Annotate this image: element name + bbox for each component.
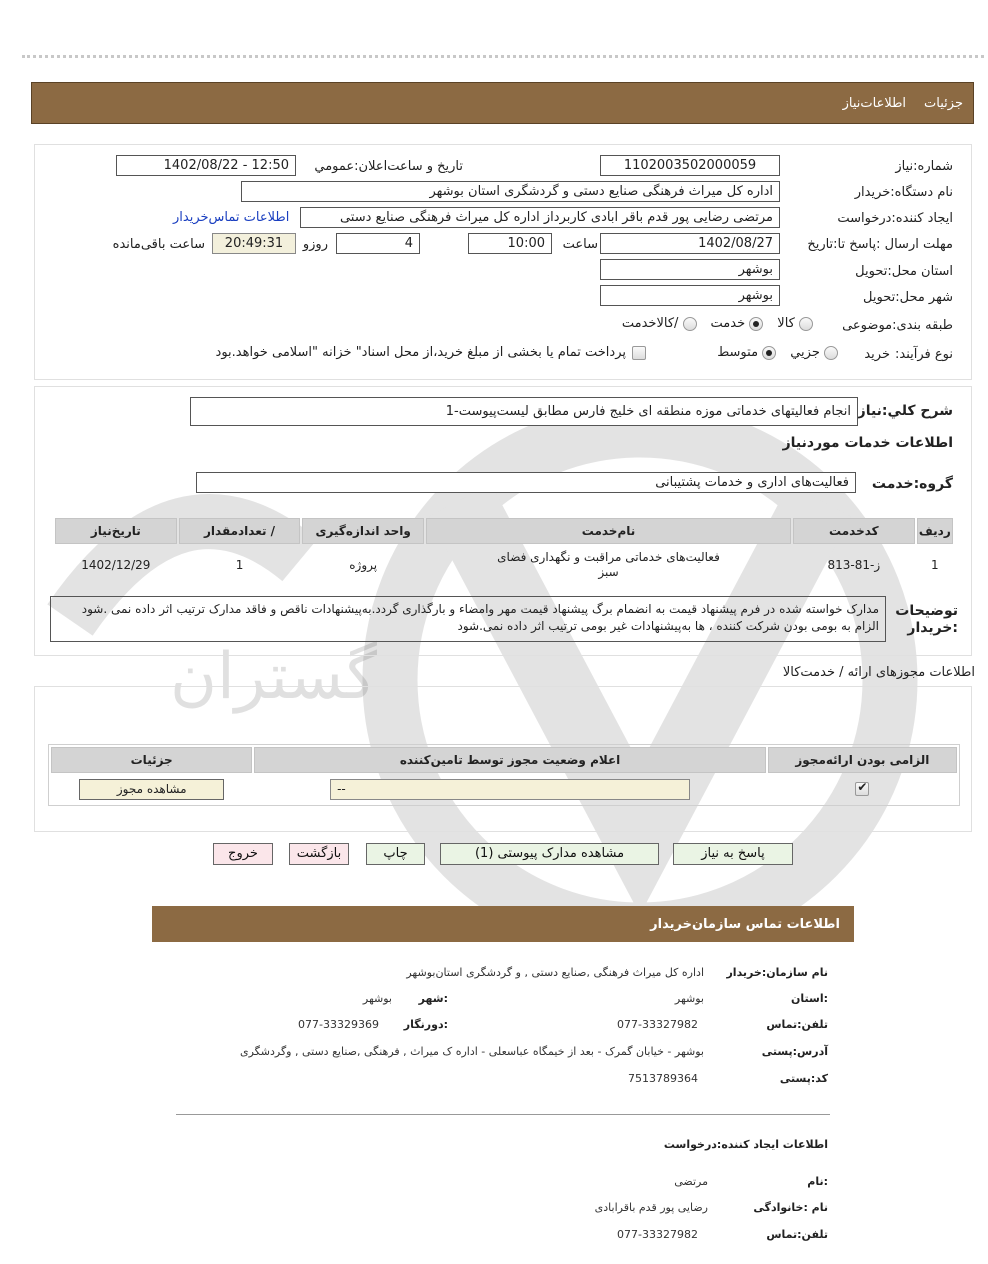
process-buy: خرید xyxy=(864,347,890,362)
name-label: :نام xyxy=(807,1175,828,1188)
attachments-button[interactable]: مشاهده مدارک پیوستی (1) xyxy=(440,843,659,865)
col-permit-details: جزئیات xyxy=(51,747,252,773)
permits-table-header xyxy=(51,747,957,773)
city-label-c: :شهر xyxy=(418,992,448,1005)
deadline-time-label: ساعت xyxy=(562,237,598,252)
row-index: 1 xyxy=(931,558,939,572)
row-date: 1402/12/29 xyxy=(81,558,151,572)
category-option-goods[interactable]: کالا xyxy=(777,316,813,331)
org-label: نام سازمان:خریدار xyxy=(726,966,828,979)
services-table-header xyxy=(55,518,953,544)
radio-icon[interactable] xyxy=(824,346,838,360)
days-label: روزو xyxy=(302,237,328,252)
phone-value: 077-33327982 xyxy=(617,1018,698,1031)
province-label: استان محل:تحویل xyxy=(855,264,953,279)
group-label: گروه:خدمت xyxy=(871,476,953,492)
buyer-contact-link[interactable]: اطلاعات تماس‌خریدار xyxy=(173,210,290,225)
table-row xyxy=(55,546,953,584)
notes-label: توضیحات :خریدار xyxy=(895,603,958,636)
province-field: بوشهر xyxy=(600,259,780,280)
permit-status-field: -- xyxy=(330,779,690,800)
creator-field: مرتضی رضایی پور قدم باقر ابادی کاربرداز اداره کل میراث فرهنگی صنایع دستی xyxy=(300,207,780,228)
creator-heading: اطلاعات ایجاد کننده:درخواست xyxy=(663,1138,828,1151)
contact-bar-title: اطلاعات تماس سازمان‌خریدار xyxy=(650,916,840,932)
buyer-field: اداره کل میراث فرهنگی صنایع دستی و گردشگری استان بوشهر xyxy=(241,181,780,202)
process-options xyxy=(717,345,838,360)
row-code: ز-81-813 xyxy=(827,558,881,572)
col-code: کدخدمت xyxy=(793,518,915,544)
deadline-time-field: 10:00 xyxy=(468,233,552,254)
view-permit-button[interactable]: مشاهده مجوز xyxy=(79,779,224,800)
contact-bar xyxy=(152,906,854,942)
remaining-label: ساعت باقی‌مانده xyxy=(112,237,205,252)
fax-label: :دورنگار xyxy=(403,1018,448,1031)
payment-text: پرداخت تمام یا بخشی از مبلغ خرید،از محل اسناد" خزانه "اسلامی خواهد.بود xyxy=(215,345,626,360)
category-option-both[interactable]: /کالاخدمت xyxy=(622,316,697,331)
province-label-c: :استان xyxy=(791,992,828,1005)
row-unit: پروژه xyxy=(349,558,378,572)
col-date: تاریخ‌نیاز xyxy=(55,518,177,544)
need-number-label: شماره:نیاز xyxy=(895,159,953,174)
creator-label: ایجاد کننده:درخواست xyxy=(837,211,953,226)
col-permit-required: الزامی بودن ارائه‌مجوز xyxy=(768,747,957,773)
province-value-c: بوشهر xyxy=(674,992,704,1005)
table-row xyxy=(51,775,957,803)
col-permit-status: اعلام وضعیت مجوز توسط تامین‌کننده xyxy=(254,747,765,773)
deadline-label: مهلت ارسال :پاسخ تا:تاریخ xyxy=(807,237,953,252)
process-option-medium[interactable]: متوسط xyxy=(717,345,776,360)
radio-selected-icon[interactable] xyxy=(762,346,776,360)
family-label: نام :خانوادگی xyxy=(753,1201,828,1214)
need-number-field: 1102003502000059 xyxy=(600,155,780,176)
days-field: 4 xyxy=(336,233,420,254)
radio-icon[interactable] xyxy=(799,317,813,331)
permit-required-checkbox[interactable] xyxy=(855,782,869,796)
phone2-value: 077-33327982 xyxy=(617,1228,698,1241)
permit-required-cell xyxy=(768,775,957,803)
postal-label: کد:پستی xyxy=(779,1072,828,1085)
category-label: طبقه بندی:موضوعی xyxy=(842,318,953,333)
permits-heading: اطلاعات مجوزهای ارائه / خدمت‌کالا xyxy=(782,665,975,680)
header-bar xyxy=(31,82,974,124)
category-option-service[interactable]: خدمت xyxy=(711,316,764,331)
org-value: اداره کل میراث فرهنگی ,صنایع دستی , و گردشگری استان‌بوشهر xyxy=(406,966,704,979)
col-unit: واحد اندازه‌گیری xyxy=(302,518,424,544)
process-option-minor[interactable]: جزیي xyxy=(790,345,838,360)
announce-field: 1402/08/22 - 12:50 xyxy=(116,155,296,176)
fax-value: 077-33329369 xyxy=(298,1018,379,1031)
name-value: مرتضی xyxy=(674,1175,708,1188)
city-field: بوشهر xyxy=(600,285,780,306)
payment-checkbox[interactable] xyxy=(632,346,646,360)
permits-table xyxy=(48,744,960,806)
city-value-c: بوشهر xyxy=(362,992,392,1005)
col-index: ردیف xyxy=(917,518,953,544)
remaining-field: 20:49:31 xyxy=(212,233,296,254)
deadline-date-field: 1402/08/27 xyxy=(600,233,780,254)
category-options xyxy=(622,316,813,331)
radio-selected-icon[interactable] xyxy=(749,317,763,331)
contact-divider xyxy=(176,1114,830,1115)
services-table xyxy=(53,516,955,586)
tab-need-info[interactable]: اطلاعات‌نیاز xyxy=(842,95,907,111)
buyer-label: نام دستگاه:خریدار xyxy=(854,185,953,200)
city-label: شهر محل:تحویل xyxy=(863,290,953,305)
row-qty: 1 xyxy=(235,558,244,572)
top-divider xyxy=(22,55,984,58)
col-name: نام‌خدمت xyxy=(426,518,791,544)
summary-title-field: انجام فعالیتهای خدماتی موزه منطقه ای خلیج فارس مطابق لیست‌پیوست-1 xyxy=(190,397,858,426)
process-label: نوع فرآیند: xyxy=(895,347,953,362)
family-value: رضایی پور قدم باقرابادی xyxy=(594,1201,708,1214)
watermark-text: گستران xyxy=(170,640,377,714)
print-button[interactable]: چاپ xyxy=(366,843,425,865)
back-button[interactable]: بازگشت xyxy=(289,843,349,865)
radio-icon[interactable] xyxy=(683,317,697,331)
reply-button[interactable]: پاسخ به نیاز xyxy=(673,843,793,865)
row-name: فعالیت‌های خدماتی مراقبت و نگهداری فضای سبز xyxy=(497,550,720,579)
address-value: بوشهر - خیابان گمرک - بعد از خیمگاه عباسعلی - اداره ک میراث , فرهنگی ,صنایع دستی , وگردشگری xyxy=(240,1045,704,1058)
notes-field: مدارک خواسته شده در فرم پیشنهاد قیمت به انضمام برگ پیشنهاد قیمت مهر وامضاء و بارگذاری گردد.به‌پیشنهادات ناقص و فاقد مدارک ترتیب اثر داده نمی .شود الزام به بومی بودن شرکت کننده ، ها به‌پیشنهادات غیر بومی ترتیب اثر داده نمی.شود xyxy=(50,596,886,642)
summary-title-label: شرح کلي:نیاز xyxy=(857,403,953,419)
group-field: فعالیت‌های اداری و خدمات پشتیبانی xyxy=(196,472,856,493)
phone-label: تلفن:تماس xyxy=(766,1018,828,1031)
tab-details[interactable]: جزئیات xyxy=(924,95,963,111)
permit-details-cell xyxy=(51,775,252,803)
address-label: آدرس:پستی xyxy=(761,1045,828,1058)
postal-value: 7513789364 xyxy=(628,1072,698,1085)
exit-button[interactable]: خروج xyxy=(213,843,273,865)
payment-option xyxy=(216,345,646,360)
permit-status-cell xyxy=(254,775,765,803)
phone2-label: تلفن:تماس xyxy=(766,1228,828,1241)
services-heading: اطلاعات خدمات موردنیاز xyxy=(782,435,953,451)
col-qty: / تعدادمقدار xyxy=(179,518,301,544)
announce-label: تاریخ و ساعت‌اعلان:عمومي xyxy=(314,159,463,174)
